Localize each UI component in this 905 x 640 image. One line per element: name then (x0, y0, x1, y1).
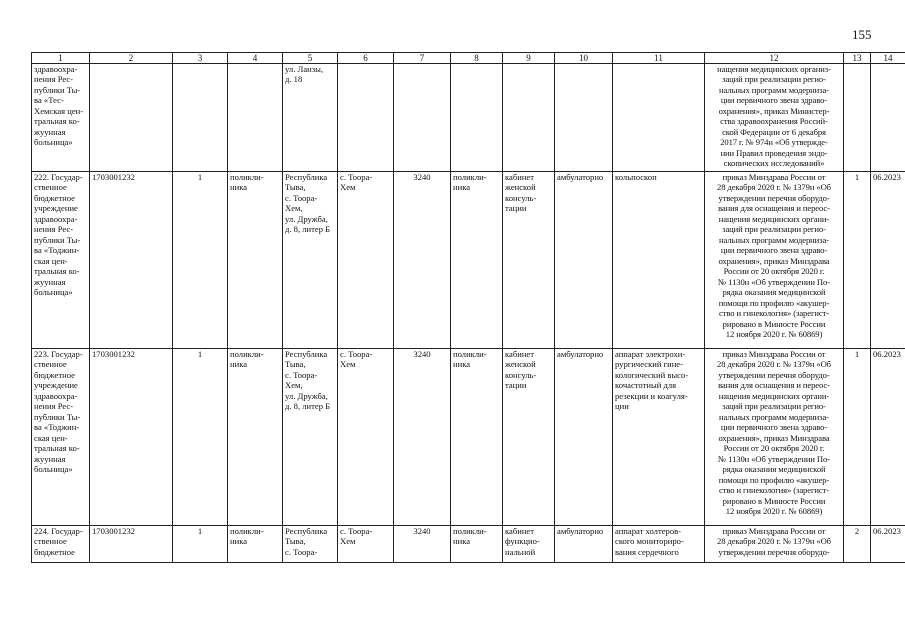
cell-line: нальных программ модерниза- (719, 234, 829, 245)
cell-line: женской (505, 182, 536, 193)
cell-line: Тыва, (285, 359, 306, 370)
cell-line: нальных программ модерниза- (719, 411, 829, 422)
cell-line: ции первичного звена здраво- (720, 245, 828, 256)
table-cell-col-7: 3240 (394, 349, 451, 526)
cell-line: заций при реализации регио- (722, 401, 826, 412)
cell-line: Тыва, (285, 182, 306, 193)
table-cell-col-1 (32, 349, 90, 526)
table-cell-col-5 (283, 172, 338, 349)
table-cell-col-11 (613, 172, 705, 349)
header-cell: 12 (705, 53, 844, 64)
header-cell: 13 (844, 53, 871, 64)
table-cell-col-2 (90, 64, 173, 172)
cell-line: нащения медицинских органи- (718, 213, 830, 224)
header-cell: 3 (173, 53, 228, 64)
cell-line: здравоохра- (34, 64, 78, 74)
cell-line: ции первичного звена здраво- (720, 95, 828, 106)
cell-line: нащения медицинских органи- (718, 390, 830, 401)
cell-line: с. Тоора- (340, 172, 373, 182)
cell-line: вания сердечного (615, 546, 679, 557)
cell-line: ции (615, 401, 629, 412)
cell-line: заций при реализации регио- (722, 224, 826, 235)
table-cell-col-12 (705, 526, 844, 563)
cell-line: бюджетное (34, 369, 75, 380)
cell-line: ва «Тес- (34, 95, 64, 106)
cell-line: приказ Минздрава России от (722, 172, 826, 182)
cell-line: бюджетное (34, 546, 75, 557)
cell-line: с. Тоора- (340, 349, 373, 359)
table-cell-col-2: 1703001232 (90, 349, 173, 526)
cell-line: 2017 г. № 974н «Об утвержде- (720, 137, 828, 148)
cell-line: функцио- (505, 536, 540, 547)
cell-line: больница» (34, 137, 73, 148)
cell-line: поликли- (230, 172, 264, 182)
cell-line: утверждении перечня оборудо- (718, 546, 830, 557)
table-row (32, 64, 905, 172)
cell-line: бюджетное (34, 192, 75, 203)
cell-line: д. 18 (285, 74, 303, 85)
cell-line: тральная ко- (34, 266, 80, 277)
table-cell-col-1 (32, 64, 90, 172)
cell-line: помощи по профилю «акушер- (718, 474, 830, 485)
header-cell: 5 (283, 53, 338, 64)
cell-line: ника (230, 182, 248, 193)
header-cell: 7 (394, 53, 451, 64)
header-cell: 14 (871, 53, 905, 64)
cell-line: аппарат холтеров- (615, 526, 682, 536)
cell-line: поликли- (230, 349, 264, 359)
cell-line: тральная ко- (34, 443, 80, 454)
cell-line: помощи по профилю «акушер- (718, 297, 830, 308)
cell-line: Республика (285, 526, 328, 536)
cell-line: рировано в Минюсте России (722, 318, 826, 329)
cell-line: жуунная (34, 453, 66, 464)
cell-line: кольпоскоп (615, 172, 657, 182)
table-cell-col-7: 3240 (394, 526, 451, 563)
table-cell-col-1 (32, 172, 90, 349)
page-number: 155 (852, 27, 872, 42)
table-cell-col-2: 1703001232 (90, 526, 173, 563)
cell-line: вания для оснащения и переос- (718, 203, 830, 214)
cell-line: ского мониториро- (615, 536, 684, 547)
table-cell-col-3 (173, 64, 228, 172)
cell-line: ника (230, 536, 248, 547)
cell-line: Хем, (285, 380, 303, 391)
cell-line: Хем (340, 536, 356, 547)
table-cell-col-11 (613, 349, 705, 526)
cell-line: поликли- (230, 526, 264, 536)
cell-line: № 1130н «Об утверждении По- (718, 453, 830, 464)
cell-line: резекции и коагуля- (615, 390, 688, 401)
equipment-table (31, 52, 905, 563)
table-row (32, 526, 905, 563)
cell-line: заций при реализации регио- (722, 74, 826, 85)
cell-line: ство и гинекология» (зарегист- (718, 308, 830, 319)
cell-line: ство и гинекология» (зарегист- (718, 485, 830, 496)
table-cell-col-9 (503, 64, 555, 172)
cell-line: поликли- (453, 172, 487, 182)
table-cell-col-8 (451, 526, 503, 563)
cell-line: ва «Тоджин- (34, 245, 80, 256)
cell-line: ции первичного звена здраво- (720, 422, 828, 433)
cell-line: поликли- (453, 349, 487, 359)
cell-line: тации (505, 380, 527, 391)
table-cell-col-10 (555, 64, 613, 172)
cell-line: кабинет (505, 349, 534, 359)
table-cell-col-1 (32, 526, 90, 563)
cell-line: нения Рес- (34, 401, 74, 412)
cell-line: охранения», приказ Министер- (718, 105, 830, 116)
cell-line: 28 декабря 2020 г. № 1379н «Об (717, 536, 831, 547)
cell-line: вания для оснащения и переос- (718, 380, 830, 391)
cell-line: нения Рес- (34, 224, 74, 235)
table-cell-col-3: 1 (173, 172, 228, 349)
cell-line: кабинет (505, 526, 534, 536)
cell-line: жуунная (34, 126, 66, 137)
cell-line: жуунная (34, 276, 66, 287)
table-cell-col-14 (871, 64, 905, 172)
cell-line: России от 20 октября 2020 г. (723, 266, 825, 277)
cell-line: 12 ноября 2020 г. № 60869) (725, 506, 823, 517)
cell-line: приказ Минздрава России от (722, 526, 826, 536)
cell-line: 28 декабря 2020 г. № 1379н «Об (717, 182, 831, 193)
cell-line: Хем (340, 182, 356, 193)
cell-line: ва «Тоджин- (34, 422, 80, 433)
header-cell: 9 (503, 53, 555, 64)
header-cell: 1 (32, 53, 90, 64)
cell-line: Хем (340, 359, 356, 370)
cell-line: ская цен- (34, 255, 68, 266)
cell-line: кочастотный для (615, 380, 677, 391)
cell-line: консуль- (505, 369, 537, 380)
table-cell-col-3: 1 (173, 526, 228, 563)
table-cell-col-11 (613, 526, 705, 563)
table-cell-col-12 (705, 172, 844, 349)
table-cell-col-10: амбулаторно (555, 526, 613, 563)
table-cell-col-13: 1 (844, 172, 871, 349)
table-cell-col-7 (394, 64, 451, 172)
cell-line: тации (505, 203, 527, 214)
cell-line: 223. Государ- (34, 349, 83, 359)
cell-line: ственное (34, 359, 67, 370)
cell-line: с. Тоора- (285, 546, 318, 557)
cell-line: охранения», приказ Минздрава (718, 255, 830, 266)
cell-line: ника (453, 182, 471, 193)
table-cell-col-5 (283, 349, 338, 526)
header-cell: 11 (613, 53, 705, 64)
cell-line: нения Рес- (34, 74, 74, 85)
table-cell-col-9 (503, 349, 555, 526)
cell-line: рядка оказания медицинской (722, 464, 826, 475)
table-cell-col-8 (451, 172, 503, 349)
table-cell-col-4 (228, 349, 283, 526)
table-cell-col-14: 06.2023 (871, 349, 905, 526)
table-cell-col-9 (503, 172, 555, 349)
cell-line: ственное (34, 182, 67, 193)
cell-line: тральная ко- (34, 116, 80, 127)
table-cell-col-8 (451, 349, 503, 526)
table-cell-col-13: 2 (844, 526, 871, 563)
cell-line: с. Тоора- (285, 192, 318, 203)
header-cell: 10 (555, 53, 613, 64)
cell-line: нии Правил проведения эндо- (720, 147, 828, 158)
cell-line: ства здравоохранения Россий- (720, 116, 828, 127)
table-cell-col-4 (228, 526, 283, 563)
cell-line: кологический высо- (615, 369, 689, 380)
table-cell-col-9 (503, 526, 555, 563)
cell-line: нальной (505, 546, 536, 557)
table-cell-col-7: 3240 (394, 172, 451, 349)
table-cell-col-11 (613, 64, 705, 172)
table-cell-col-6 (338, 349, 394, 526)
table-cell-col-8 (451, 64, 503, 172)
cell-line: ника (230, 359, 248, 370)
cell-line: аппарат электрохи- (615, 349, 686, 359)
table-cell-col-12 (705, 64, 844, 172)
cell-line: публики Ты- (34, 411, 81, 422)
cell-line: 12 ноября 2020 г. № 60869) (725, 329, 823, 340)
cell-line: здравоохра- (34, 213, 78, 224)
table-cell-col-5 (283, 526, 338, 563)
table-cell-col-14: 06.2023 (871, 526, 905, 563)
cell-line: рировано в Минюсте России (722, 495, 826, 506)
cell-line: публики Ты- (34, 234, 81, 245)
header-cell: 4 (228, 53, 283, 64)
cell-line: ул. Дружба, (285, 390, 328, 401)
table-cell-col-6 (338, 526, 394, 563)
cell-line: Тыва, (285, 536, 306, 547)
cell-line: России от 20 октября 2020 г. (723, 443, 825, 454)
cell-line: д. 8, литер Б (285, 401, 331, 412)
cell-line: ул. Дружба, (285, 213, 328, 224)
cell-line: с. Тоора- (285, 369, 318, 380)
table-cell-col-13: 1 (844, 349, 871, 526)
table-cell-col-6 (338, 64, 394, 172)
table-cell-col-2: 1703001232 (90, 172, 173, 349)
cell-line: больница» (34, 464, 73, 475)
cell-line: с. Тоора- (340, 526, 373, 536)
table-cell-col-4 (228, 64, 283, 172)
cell-line: нальных программ модерниза- (719, 84, 829, 95)
cell-line: скопических исследований» (723, 158, 825, 169)
table-cell-col-4 (228, 172, 283, 349)
header-row (32, 53, 905, 64)
cell-line: рургический гине- (615, 359, 683, 370)
cell-line: ника (453, 536, 471, 547)
cell-line: учреждение (34, 203, 78, 214)
header-cell: 8 (451, 53, 503, 64)
table-cell-col-3: 1 (173, 349, 228, 526)
cell-line: Республика (285, 172, 328, 182)
header-cell: 6 (338, 53, 394, 64)
cell-line: ской Федерации от 6 декабря (722, 126, 826, 137)
cell-line: публики Ты- (34, 84, 81, 95)
table-cell-col-13 (844, 64, 871, 172)
table-cell-col-14: 06.2023 (871, 172, 905, 349)
cell-line: 222. Государ- (34, 172, 83, 182)
cell-line: приказ Минздрава России от (722, 349, 826, 359)
cell-line: Республика (285, 349, 328, 359)
cell-line: 224. Государ- (34, 526, 83, 536)
table-cell-col-10: амбулаторно (555, 172, 613, 349)
cell-line: женской (505, 359, 536, 370)
header-cell: 2 (90, 53, 173, 64)
cell-line: ская цен- (34, 432, 68, 443)
cell-line: ника (453, 359, 471, 370)
cell-line: 28 декабря 2020 г. № 1379н «Об (717, 359, 831, 370)
cell-line: консуль- (505, 192, 537, 203)
cell-line: № 1130н «Об утверждении По- (718, 276, 830, 287)
table-cell-col-10: амбулаторно (555, 349, 613, 526)
table-cell-col-12 (705, 349, 844, 526)
cell-line: Хем, (285, 203, 303, 214)
cell-line: д. 8, литер Б (285, 224, 331, 235)
table-cell-col-5 (283, 64, 338, 172)
cell-line: учреждение (34, 380, 78, 391)
cell-line: кабинет (505, 172, 534, 182)
cell-line: здравоохра- (34, 390, 78, 401)
cell-line: охранения», приказ Минздрава (718, 432, 830, 443)
cell-line: Хемская цен- (34, 105, 84, 116)
cell-line: рядка оказания медицинской (722, 287, 826, 298)
cell-line: ул. Ланзы, (285, 64, 324, 74)
cell-line: утверждении перечня оборудо- (718, 369, 830, 380)
table-row (32, 349, 905, 526)
cell-line: ственное (34, 536, 67, 547)
cell-line: поликли- (453, 526, 487, 536)
cell-line: больница» (34, 287, 73, 298)
cell-line: нащения медицинских организ- (717, 64, 831, 74)
table-cell-col-6 (338, 172, 394, 349)
cell-line: утверждении перечня оборудо- (718, 192, 830, 203)
table-row (32, 172, 905, 349)
